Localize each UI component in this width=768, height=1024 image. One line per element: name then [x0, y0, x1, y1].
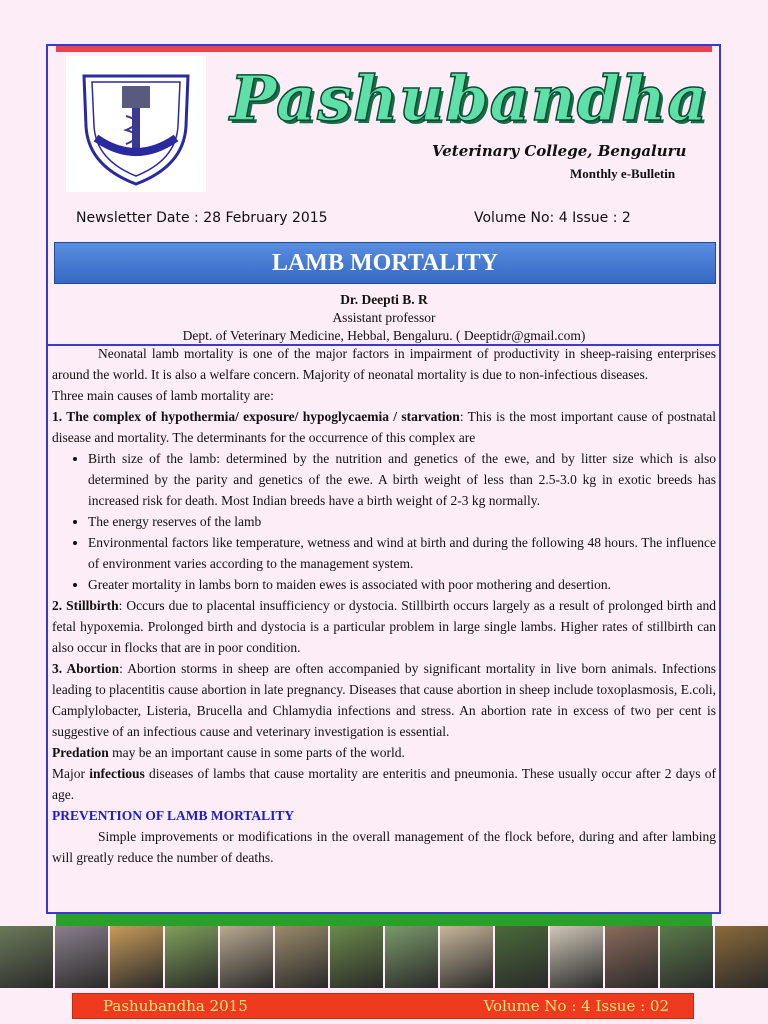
cause-3-title: 3. Abortion — [52, 661, 120, 676]
animal-photo — [605, 926, 658, 988]
animal-photo — [440, 926, 493, 988]
animal-photo — [385, 926, 438, 988]
predation-paragraph: Predation may be an important cause in some parts of the world. — [52, 745, 405, 760]
cause-1-paragraph: 1. The complex of hypothermia/ exposure/ hypoglycaemia / starvation: This is the most important cause of postnatal disease and mortality. The determinants for the occurrence of this complex are — [52, 409, 716, 445]
author-name: Dr. Deepti B. R — [340, 292, 428, 307]
article-body — [52, 343, 716, 868]
footer-left: Pashubandha 2015 — [103, 997, 248, 1015]
list-item: • The energy reserves of the lamb — [88, 511, 716, 532]
list-item: • Birth size of the lamb: determined by the nutrition and genetics of the ewe, and by litter size which is also determined by the parity and genetics of the ewe. A birth weight of less than 2.5-3.0 kg in exotic breeds has increased risk for death. Most Indian breeds have a birth weight of 2-3 kg normally. — [88, 448, 716, 511]
animal-photo-strip — [0, 926, 768, 988]
footer-right: Volume No : 4 Issue : 02 — [483, 997, 669, 1015]
list-item: • Greater mortality in lambs born to maiden ewes is associated with poor mothering and desertion. — [88, 574, 716, 595]
animal-photo — [660, 926, 713, 988]
animal-photo — [110, 926, 163, 988]
volume-issue: Volume No: 4 Issue : 2 — [474, 210, 631, 226]
author-role: Assistant professor — [332, 310, 436, 325]
intro-paragraph: Neonatal lamb mortality is one of the major factors in impairment of productivity in sheep-raising enterprises around the world. It is also a welfare concern. Majority of neonatal mortality is due to non-infectious diseases. — [52, 346, 716, 382]
college-logo — [66, 56, 206, 192]
animal-photo — [715, 926, 768, 988]
animal-photo — [0, 926, 53, 988]
animal-photo — [220, 926, 273, 988]
cause-2-title: 2. Stillbirth — [52, 598, 119, 613]
animal-photo — [550, 926, 603, 988]
causes-lead: Three main causes of lamb mortality are: — [52, 388, 274, 403]
newsletter-date: Newsletter Date : 28 February 2015 — [76, 210, 328, 226]
animal-photo — [275, 926, 328, 988]
infectious-paragraph: Major infectious diseases of lambs that cause mortality are enteritis and pneumonia. These usually occur after 2 days of age. — [52, 766, 716, 802]
bulletin-type: Monthly e-Bulletin — [570, 166, 676, 181]
animal-photo — [495, 926, 548, 988]
prevention-paragraph: Simple improvements or modifications in the overall management of the flock before, during and after lambing will greatly reduce the number of deaths. — [52, 829, 716, 865]
animal-photo — [330, 926, 383, 988]
author-dept: Dept. of Veterinary Medicine, Hebbal, Bengaluru. ( Deeptidr@gmail.com) — [182, 328, 586, 343]
animal-photo — [55, 926, 108, 988]
prevention-heading: PREVENTION OF LAMB MORTALITY — [52, 808, 295, 823]
green-divider-bar — [56, 914, 712, 926]
top-red-bar — [56, 46, 712, 52]
animal-photo — [165, 926, 218, 988]
newsletter-subtitle: Veterinary College, Bengaluru — [432, 142, 687, 160]
cause-2-paragraph: 2. Stillbirth: Occurs due to placental insufficiency or dystocia. Stillbirth occurs largely as a result of prolonged birth and fetal hypoxemia. Prolonged birth and dystocia is a particular problem in large single lambs. Higher rates of stillbirth can also occur in flocks that are in poor condition. — [52, 598, 717, 655]
list-item: • Environmental factors like temperature, wetness and wind at birth and during the following 48 hours. The influence of environment varies according to the management system. — [88, 532, 716, 574]
footer-bar — [72, 993, 694, 1019]
article-title-banner: LAMB MORTALITY — [54, 242, 716, 284]
cause-3-paragraph: 3. Abortion: Abortion storms in sheep are often accompanied by significant mortality in live born animals. Infections leading to placentitis cause abortion in late pregnancy. Diseases that cause abortion in sheep include toxoplasmosis, E.coli, Camplylobacter, Listeria, Brucella and Chlamydia infections and stress. An abortion rate in excess of two per cent is suggestive of an infectious cause and veterinary investigation is essential. — [52, 661, 716, 739]
newsletter-title: Pashubandha — [230, 62, 709, 135]
cause-1-title: 1. The complex of hypothermia/ exposure/ hypoglycaemia / starvation — [52, 409, 460, 424]
determinants-list — [52, 448, 716, 595]
